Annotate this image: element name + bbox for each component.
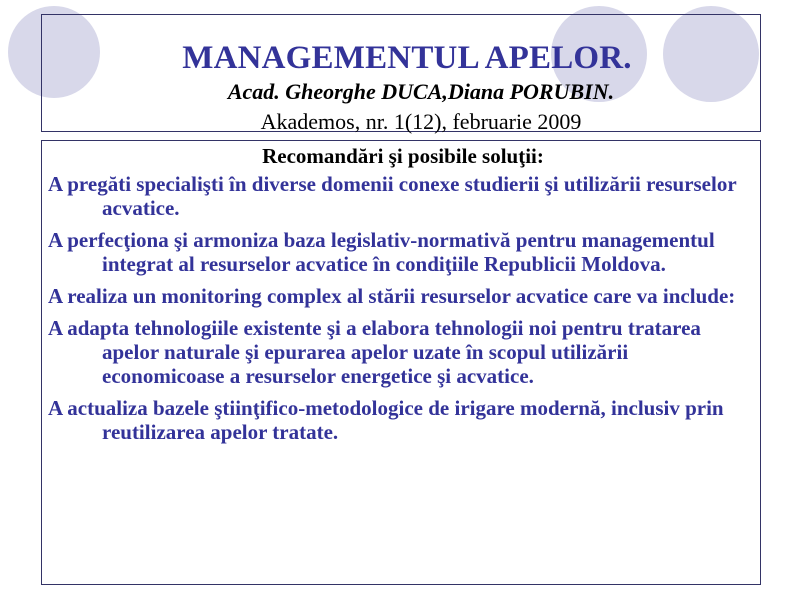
content-box xyxy=(41,140,761,585)
slide-title: MANAGEMENTUL APELOR. xyxy=(182,40,632,76)
recommendation-list xyxy=(42,172,760,444)
list-item: A realiza un monitoring complex al stării resurselor acvatice care va include: xyxy=(48,284,736,308)
title-box xyxy=(41,14,761,132)
slide-authors: Acad. Gheorghe DUCA,Diana PORUBIN. xyxy=(227,79,615,104)
list-item: A perfecţiona şi armoniza baza legislativ-normativă pentru managementul integrat al resurselor acvatice în condiţiile Republicii Moldova. xyxy=(48,228,715,276)
content-heading: Recomandări şi posibile soluţii: xyxy=(262,144,544,168)
list-item: A actualiza bazele ştiinţifico-metodologice de irigare modernă, inclusiv prin reutilizarea apelor tratate. xyxy=(48,396,724,444)
list-item: A pregăti specialişti în diverse domenii conexe studierii şi utilizării resurselor acvatice. xyxy=(48,172,737,220)
list-item: A adapta tehnologiile existente şi a elabora tehnologii noi pentru tratarea apelor naturale şi epurarea apelor uzate în scopul utilizării economicoase a resurselor energetice şi acvatice. xyxy=(48,316,701,388)
slide-source: Akademos, nr. 1(12), februarie 2009 xyxy=(260,109,582,134)
